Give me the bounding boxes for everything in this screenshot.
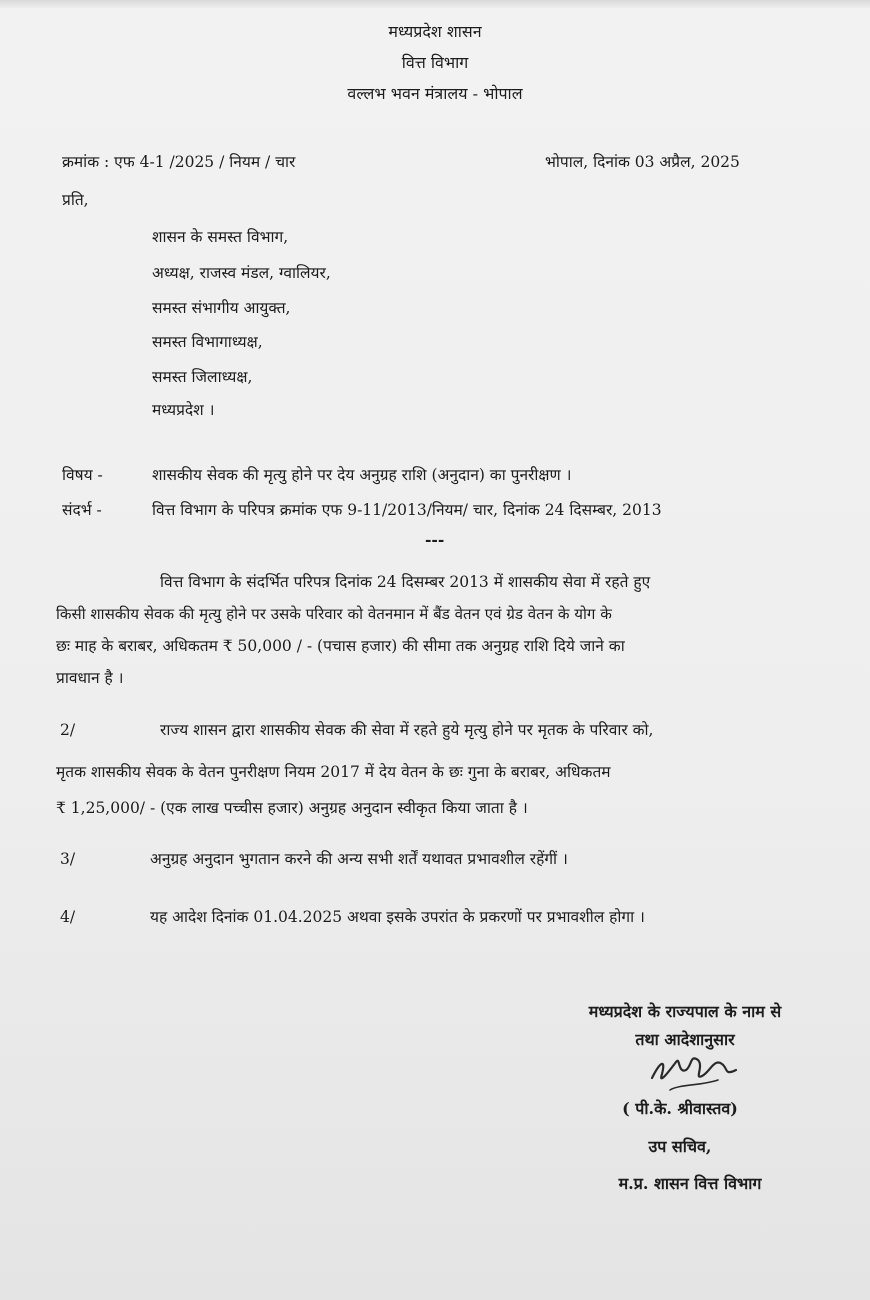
reference-text: वित्त विभाग के परिपत्र क्रमांक एफ 9-11/2013/नियम/ चार, दिनांक 24 दिसम्बर, 2013 — [152, 501, 662, 519]
paragraph-4-number: 4/ — [60, 908, 76, 926]
paragraph-1-line: छः माह के बराबर, अधिकतम ₹ 50,000 / - (पचास हजार) की सीमा तक अनुग्रह राशि दिये जाने का — [56, 637, 625, 655]
signatory-name: ( पी.के. श्रीवास्तव) — [622, 1099, 738, 1118]
paragraph-1-line: किसी शासकीय सेवक की मृत्यु होने पर उसके परिवार को वेतनमान में बैंड वेतन एवं ग्रेड वेतन के योग के — [56, 605, 612, 623]
signature-authority: मध्यप्रदेश के राज्यपाल के नाम से — [588, 1002, 782, 1021]
paragraph-2-number: 2/ — [60, 721, 76, 739]
signatory-department: म.प्र. शासन वित्त विभाग — [618, 1174, 762, 1193]
page-edge — [0, 0, 870, 8]
header-government: मध्यप्रदेश शासन — [388, 22, 482, 41]
paragraph-1-line: प्रावधान है । — [56, 669, 124, 687]
addressee: समस्त विभागाध्यक्ष, — [152, 333, 263, 351]
paragraph-2-line: ₹ 1,25,000/ - (एक लाख पच्चीस हजार) अनुग्रह अनुदान स्वीकृत किया जाता है । — [56, 799, 528, 817]
signatory-designation: उप सचिव, — [648, 1137, 712, 1156]
signature-scribble — [640, 1040, 750, 1100]
subject-label: विषय - — [62, 466, 103, 484]
paragraph-3-text: अनुग्रह अनुदान भुगतान करने की अन्य सभी शर्तें यथावत प्रभावशील रहेंगीं । — [150, 850, 568, 868]
header-department: वित्त विभाग — [401, 53, 469, 72]
addressee: शासन के समस्त विभाग, — [152, 228, 289, 246]
paragraph-1-line: वित्त विभाग के संदर्भित परिपत्र दिनांक 24 दिसम्बर 2013 में शासकीय सेवा में रहते हुए — [160, 573, 651, 591]
addressee: समस्त जिलाध्यक्ष, — [152, 368, 253, 386]
paragraph-2-line: राज्य शासन द्वारा शासकीय सेवक की सेवा में रहते हुये मृत्यु होने पर मृतक के परिवार को, — [160, 721, 654, 739]
paragraph-4-text: यह आदेश दिनांक 01.04.2025 अथवा इसके उपरांत के प्रकरणों पर प्रभावशील होगा । — [150, 908, 645, 926]
reference-label: संदर्भ - — [62, 501, 102, 519]
place-date: भोपाल, दिनांक 03 अप्रैल, 2025 — [545, 153, 740, 171]
signature-order: तथा आदेशानुसार — [635, 1030, 735, 1049]
separator: --- — [425, 530, 445, 549]
paragraph-3-number: 3/ — [60, 850, 76, 868]
addressee: अध्यक्ष, राजस्व मंडल, ग्वालियर, — [152, 264, 331, 282]
header-address: वल्लभ भवन मंत्रालय - भोपाल — [347, 84, 523, 103]
to-label: प्रति, — [62, 191, 89, 209]
subject-text: शासकीय सेवक की मृत्यु होने पर देय अनुग्रह राशि (अनुदान) का पुनरीक्षण । — [152, 466, 572, 484]
addressee: समस्त संभागीय आयुक्त, — [152, 299, 291, 317]
order-number: क्रमांक : एफ 4-1 /2025 / नियम / चार — [62, 153, 296, 171]
paragraph-2-line: मृतक शासकीय सेवक के वेतन पुनरीक्षण नियम 2017 में देय वेतन के छः गुना के बराबर, अधिकतम — [56, 763, 611, 781]
addressee: मध्यप्रदेश । — [152, 401, 215, 419]
